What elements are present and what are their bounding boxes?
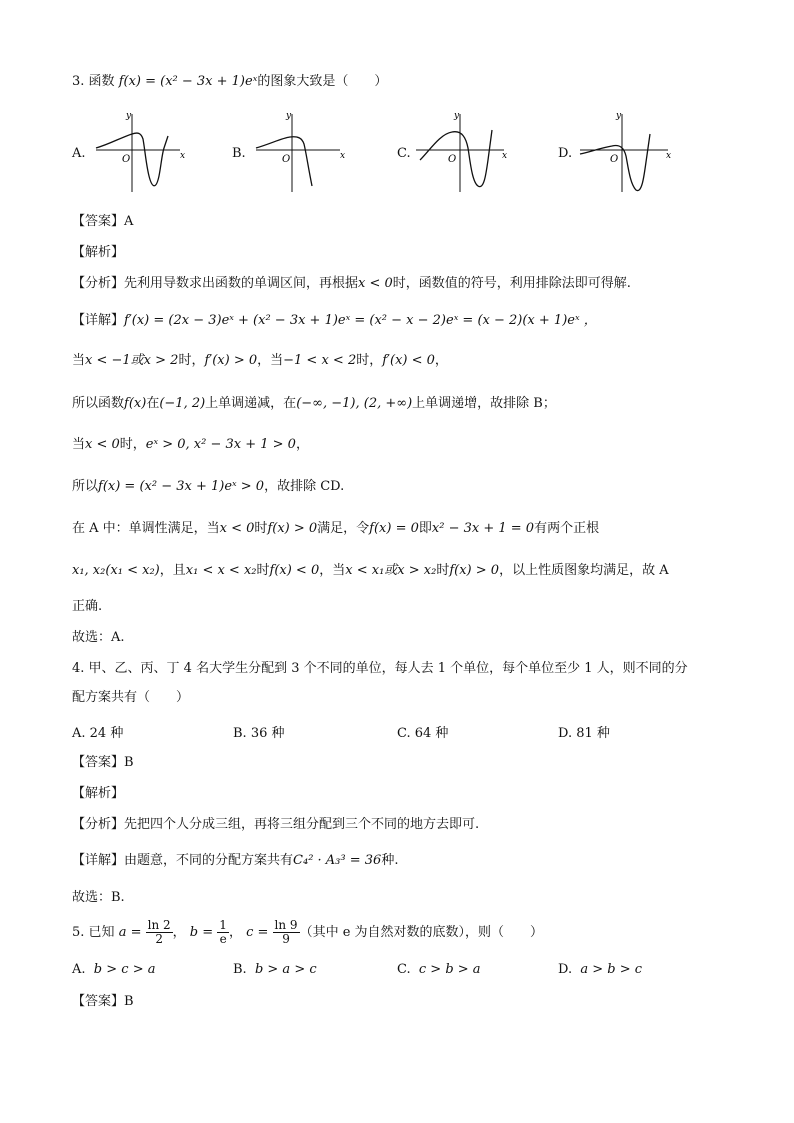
text: 时 <box>436 563 450 578</box>
math-inline: x < 0 <box>219 521 255 536</box>
text: 在 A 中：单调性满足，当 <box>72 521 220 536</box>
math-inline: x² − 3x + 1 = 0 <box>431 521 535 536</box>
q3-line-5 <box>72 478 734 496</box>
q4-detail <box>72 852 734 870</box>
q3-option-d-label: D. <box>558 146 573 161</box>
origin-label: O <box>610 154 619 165</box>
text: 当 <box>72 437 86 452</box>
x-axis-label: x <box>180 151 186 161</box>
text: ， <box>295 437 309 452</box>
answer-tag: 【答案】 <box>72 755 125 770</box>
fraction-a <box>146 919 173 946</box>
q3-option-c-label: C. <box>397 146 411 161</box>
text: ， <box>434 353 448 368</box>
text: 时 <box>256 563 270 578</box>
q3-fenxi <box>72 275 734 293</box>
numerator: ln 9 <box>274 918 298 932</box>
q3-answer <box>72 213 734 231</box>
answer-value: B <box>124 994 134 1009</box>
text: （其中 e 为自然对数的底数），则（ ） <box>299 925 544 940</box>
math-inline: a = <box>118 925 142 940</box>
math-inline: f(x) > 0 <box>449 563 500 578</box>
y-axis-label: y <box>286 111 292 121</box>
q4-option-d: D. 81 种 <box>558 726 610 741</box>
detail-tag: 【详解】 <box>72 853 125 868</box>
answer-value: B <box>124 755 134 770</box>
x-axis-label: x <box>666 151 672 161</box>
math-inline: f(x) < 0 <box>269 563 320 578</box>
math-inline: eˣ > 0, x² − 3x + 1 > 0 <box>145 437 296 452</box>
math-inline: f(x) <box>124 396 147 411</box>
math-inline: x < 0 <box>358 276 393 291</box>
q3-line-3 <box>72 395 734 413</box>
answer-value: A <box>124 214 134 229</box>
q4-option-c: C. 64 种 <box>397 726 449 741</box>
q3-line-8: 正确. <box>72 599 103 614</box>
q4-stem-line-1: 4. 甲、乙、丙、丁 4 名大学生分配到 3 个不同的单位，每人去 1 个单位，每个单位至少 1 人，则不同的分 <box>72 661 688 676</box>
y-axis-label: y <box>616 111 622 121</box>
q4-option-a: A. 24 种 <box>72 726 124 741</box>
option-letter: C. <box>397 962 411 977</box>
q3-line-7 <box>72 562 734 580</box>
derivative-formula: f′(x) = (2x − 3)eˣ + (x² − 3x + 1)eˣ = (x² − x − 2)eˣ = (x − 2)(x + 1)eˣ ， <box>124 313 597 328</box>
text: 由题意，不同的分配方案共有 <box>124 853 294 868</box>
math-inline: x₁, x₂(x₁ < x₂) <box>72 563 160 578</box>
fenxi-tag: 【分析】 <box>72 817 125 832</box>
text: 时 <box>254 521 268 536</box>
text: 种. <box>381 853 399 868</box>
fenxi-text: 时，函数值的符号，利用排除法即可得解. <box>392 276 631 291</box>
math-inline: f′(x) > 0 <box>204 353 258 368</box>
text: ，当 <box>319 563 346 578</box>
origin-label: O <box>448 154 457 165</box>
text: ， <box>228 925 242 940</box>
q4-option-b: B. 36 种 <box>233 726 285 741</box>
option-expr: a > b > c <box>580 962 643 977</box>
q5-stem <box>72 918 734 948</box>
math-inline: f(x) > 0 <box>267 521 318 536</box>
denominator: 9 <box>282 932 290 946</box>
analysis-tag: 【解析】 <box>72 786 125 801</box>
math-inline: x < 0 <box>85 437 120 452</box>
answer-tag: 【答案】 <box>72 214 125 229</box>
origin-label: O <box>122 154 131 165</box>
q5-answer <box>72 993 734 1011</box>
fraction-b <box>217 919 229 946</box>
math-inline: −1 < x < 2 <box>283 353 357 368</box>
text: ，以上性质图象均满足，故 A <box>499 563 669 578</box>
question-number: 3. <box>72 74 85 89</box>
text: ，故排除 CD. <box>264 479 345 494</box>
q3-choose: 故选：A. <box>72 630 125 645</box>
text: 所以函数 <box>72 396 125 411</box>
text: 时， <box>178 353 205 368</box>
function-formula: f(x) = (x² − 3x + 1)eˣ <box>118 74 258 89</box>
math-inline: f(x) = (x² − 3x + 1)eˣ > 0 <box>98 479 265 494</box>
math-inline: x < −1或x > 2 <box>85 353 179 368</box>
math-inline: x < x₁或x > x₂ <box>345 563 437 578</box>
q3-graph-a <box>92 104 192 194</box>
math-inline: x₁ < x < x₂ <box>185 563 257 578</box>
y-axis-label: y <box>454 111 460 121</box>
math-inline: (−∞, −1), (2, +∞) <box>296 396 413 411</box>
q3-detail <box>72 312 734 330</box>
question-number: 5. <box>72 925 85 940</box>
q3-option-b-label: B. <box>232 146 246 161</box>
analysis-tag: 【解析】 <box>72 245 125 260</box>
q4-analysis-tag <box>72 785 734 803</box>
math-inline: (−1, 2) <box>159 396 206 411</box>
option-letter: D. <box>558 962 573 977</box>
text: 所以 <box>72 479 99 494</box>
q4-choose: 故选：B. <box>72 890 125 905</box>
q3-graph-c <box>412 104 512 194</box>
fraction-c <box>273 919 300 946</box>
math-inline: c = <box>246 925 269 940</box>
text: ， <box>172 925 186 940</box>
q3-line-6 <box>72 520 734 538</box>
q3-analysis-tag <box>72 244 734 262</box>
q3-stem: 3. 函数 f(x) = (x² − 3x + 1)eˣ的图象大致是（ ） <box>72 74 388 89</box>
fenxi-tag: 【分析】 <box>72 276 125 291</box>
q5-option-a <box>72 962 155 977</box>
option-letter: A. <box>72 962 86 977</box>
numerator: 1 <box>219 918 227 932</box>
denominator: e <box>219 932 227 946</box>
detail-tag: 【详解】 <box>72 313 125 328</box>
math-inline: f′(x) < 0 <box>382 353 435 368</box>
math-inline: b = <box>189 925 214 940</box>
text: 有两个正根 <box>534 521 600 536</box>
q4-answer <box>72 754 734 772</box>
q5-option-b <box>233 962 317 977</box>
fenxi-text: 先利用导数求出函数的单调区间，再根据 <box>124 276 359 291</box>
text: 上单调递增，故排除 B； <box>412 396 556 411</box>
text: 当 <box>72 353 86 368</box>
x-axis-label: x <box>340 151 346 161</box>
denominator: 2 <box>155 932 163 946</box>
text: 已知 <box>88 925 115 940</box>
y-axis-label: y <box>126 111 132 121</box>
option-letter: B. <box>233 962 247 977</box>
option-expr: c > b > a <box>418 962 481 977</box>
q3-graph-d <box>576 104 676 194</box>
q4-stem-line-2: 配方案共有（ ） <box>72 690 190 705</box>
q3-option-a-label: A. <box>72 146 86 161</box>
q4-fenxi <box>72 816 734 834</box>
q3-graph-b <box>252 104 352 194</box>
stem-text: 的图象大致是（ ） <box>257 74 388 89</box>
q3-line-2 <box>72 352 734 370</box>
text: 在 <box>146 396 160 411</box>
math-inline: C₄² · A₃³ = 36 <box>293 853 382 868</box>
numerator: ln 2 <box>147 918 171 932</box>
answer-tag: 【答案】 <box>72 994 125 1009</box>
math-inline: f(x) = 0 <box>369 521 419 536</box>
q5-option-c <box>397 962 481 977</box>
text: 即 <box>418 521 432 536</box>
text: 满足，令 <box>317 521 370 536</box>
q5-option-d <box>558 962 642 977</box>
text: ，当 <box>257 353 284 368</box>
x-axis-label: x <box>502 151 508 161</box>
text: ，且 <box>159 563 186 578</box>
fenxi-text: 先把四个人分成三组，再将三组分配到三个不同的地方去即可. <box>124 817 480 832</box>
text: 时， <box>119 437 146 452</box>
option-expr: b > c > a <box>93 962 156 977</box>
q3-line-4 <box>72 436 734 454</box>
text: 时， <box>356 353 383 368</box>
origin-label: O <box>282 154 291 165</box>
option-expr: b > a > c <box>254 962 317 977</box>
text: 上单调递减，在 <box>205 396 297 411</box>
